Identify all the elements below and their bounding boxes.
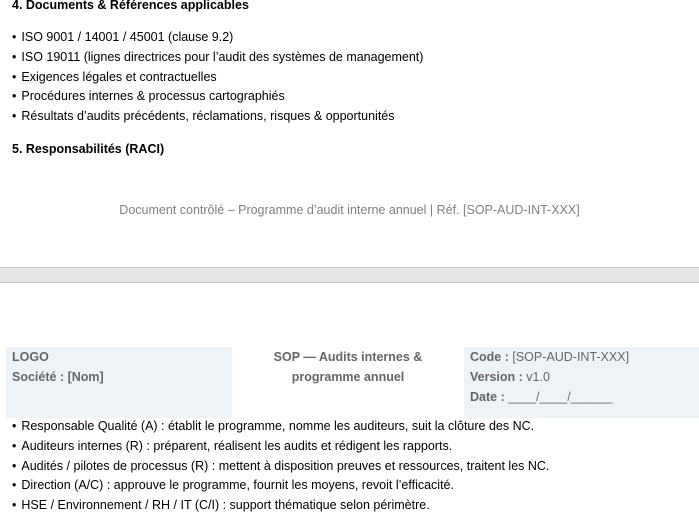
list-item: • Procédures internes & processus cartographiés	[12, 87, 423, 107]
version-value: v1.0	[522, 370, 550, 384]
header-meta-cell	[464, 347, 699, 418]
page-separator	[0, 267, 699, 283]
code-value: [SOP-AUD-INT-XXX]	[508, 350, 630, 364]
list-item: • Résultats d’audits précédents, réclamations, risques & opportunités	[12, 107, 423, 127]
references-list	[12, 28, 423, 127]
page-footer: Document contrôlé – Programme d’audit interne annuel | Réf. [SOP-AUD-INT-XXX]	[119, 203, 580, 217]
document-page-2	[0, 283, 699, 518]
version-line	[470, 367, 693, 387]
document-title: SOP — Audits internes & programme annuel	[273, 350, 423, 384]
list-item: • Responsable Qualité (A) : établit le programme, nomme les auditeurs, suit la clôture des NC.	[12, 417, 549, 437]
version-label: Version :	[470, 370, 523, 384]
section-5-heading: 5. Responsabilités (RACI)	[12, 142, 165, 156]
code-label: Code :	[470, 350, 509, 364]
date-label: Date :	[470, 390, 505, 404]
document-header-table	[6, 347, 699, 418]
raci-list	[12, 417, 549, 516]
list-item: • HSE / Environnement / RH / IT (C/I) : support thématique selon périmètre.	[12, 496, 549, 516]
list-item: • ISO 9001 / 14001 / 45001 (clause 9.2)	[12, 28, 423, 48]
company-name: Société : [Nom]	[12, 370, 104, 384]
header-logo-cell	[6, 347, 232, 418]
list-item: • ISO 19011 (lignes directrices pour l’audit des systèmes de management)	[12, 48, 423, 68]
logo-placeholder: LOGO	[12, 350, 49, 364]
date-value: ____/____/______	[504, 390, 613, 404]
list-item: • Direction (A/C) : approuve le programme, fournit les moyens, revoit l’efficacité.	[12, 476, 549, 496]
date-line	[470, 387, 693, 407]
list-item: • Auditeurs internes (R) : préparent, réalisent les audits et rédigent les rapports.	[12, 437, 549, 457]
header-title-cell	[234, 347, 462, 418]
list-item: • Exigences légales et contractuelles	[12, 68, 423, 88]
list-item: • Audités / pilotes de processus (R) : mettent à disposition preuves et ressources, traitent les NC.	[12, 457, 549, 477]
code-line	[470, 347, 693, 367]
section-4-heading: 4. Documents & Références applicables	[12, 0, 249, 12]
